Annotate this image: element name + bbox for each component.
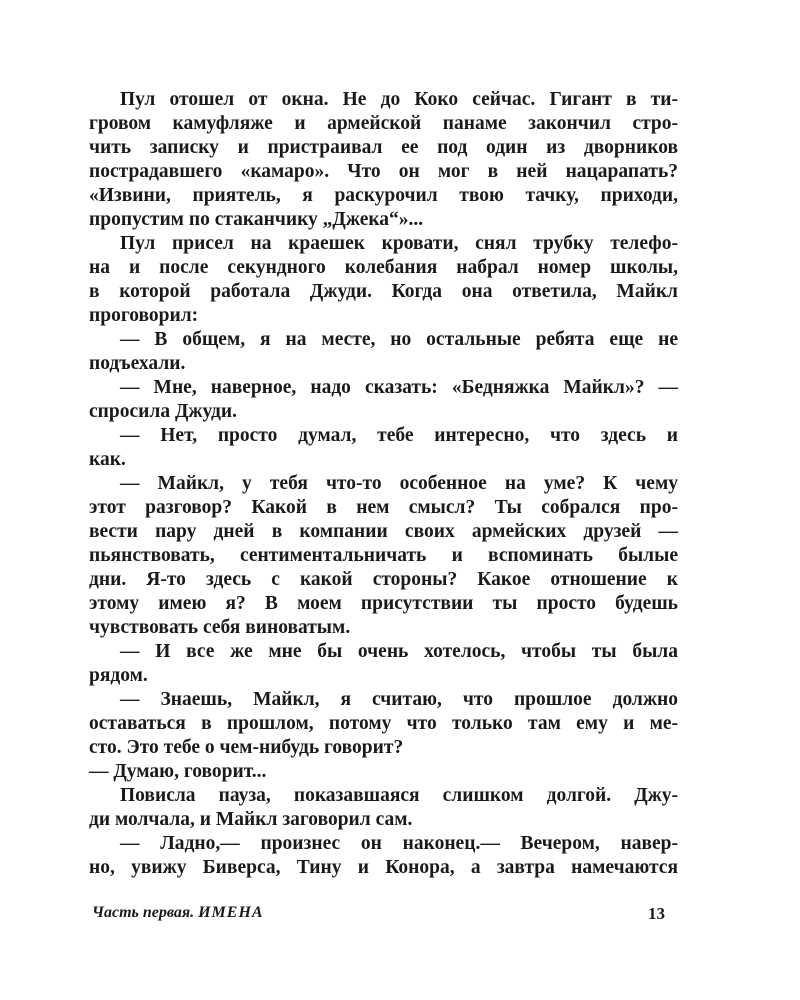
text-line: этот разговор? Какой в нем смысл? Ты собрался про- <box>89 497 678 518</box>
text-line: Повисла пауза, показавшаяся слишком долгой. Джу- <box>120 785 678 806</box>
text-line: чить записку и пристраивал ее под один из дворников <box>89 137 678 158</box>
text-line: ди молчала, и Майкл заговорил сам. <box>89 809 413 830</box>
text-line: подъехали. <box>89 353 186 374</box>
text-line: в которой работала Джуди. Когда она ответила, Майкл <box>89 281 678 302</box>
text-line: «Извини, приятель, я раскурочил твою тачку, приходи, <box>89 185 678 206</box>
text-line: дни. Я-то здесь с какой стороны? Какое отношение к <box>89 569 678 590</box>
text-line: гровом камуфляже и армейской панаме закончил стро- <box>89 113 678 134</box>
text-line: но, увижу Биверса, Тину и Конора, а завтра намечаются <box>89 857 678 878</box>
text-line: сто. Это тебе о чем-нибудь говорит? <box>89 737 404 758</box>
text-line: — И все же мне бы очень хотелось, чтобы ты была <box>120 641 678 662</box>
text-line: Пул отошел от окна. Не до Коко сейчас. Гигант в ти- <box>120 89 678 110</box>
text-line: на и после секундного колебания набрал номер школы, <box>89 257 678 278</box>
text-line: — Нет, просто думал, тебе интересно, что здесь и <box>120 425 678 446</box>
text-line: пьянствовать, сентиментальничать и вспоминать былые <box>89 545 678 566</box>
text-line: чувствовать себя виноватым. <box>89 617 351 638</box>
text-line: пострадавшего «камаро». Что он мог в ней нацарапать? <box>89 161 678 182</box>
text-line: проговорил: <box>89 305 199 326</box>
text-line: — Думаю, говорит... <box>89 761 267 782</box>
text-line: — В общем, я на месте, но остальные ребята еще не <box>120 329 678 350</box>
text-line: спросила Джуди. <box>89 401 237 422</box>
text-line: — Знаешь, Майкл, я считаю, что прошлое должно <box>120 689 678 710</box>
text-line: этому имею я? В моем присутствии ты просто будешь <box>89 593 678 614</box>
text-line: — Ладно,— произнес он наконец.— Вечером, навер- <box>120 833 678 854</box>
text-line: как. <box>89 449 126 470</box>
text-line: рядом. <box>89 665 148 686</box>
text-line: — Майкл, у тебя что-то особенное на уме? К чему <box>120 473 678 494</box>
footer-section-title: ИМЕНА <box>198 904 264 921</box>
text-line: пропустим по стаканчику „Джека“»... <box>89 209 424 230</box>
text-line: Пул присел на краешек кровати, снял трубку телефо- <box>120 233 678 254</box>
page-number: 13 <box>648 904 665 923</box>
text-line: — Мне, наверное, надо сказать: «Бедняжка Майкл»? — <box>120 377 678 398</box>
running-footer-title <box>92 904 264 922</box>
text-line: вести пару дней в компании своих армейских друзей — <box>89 521 678 542</box>
text-line: оставаться в прошлом, потому что только там ему и ме- <box>89 713 678 734</box>
footer-part-label: Часть первая. <box>92 904 195 921</box>
